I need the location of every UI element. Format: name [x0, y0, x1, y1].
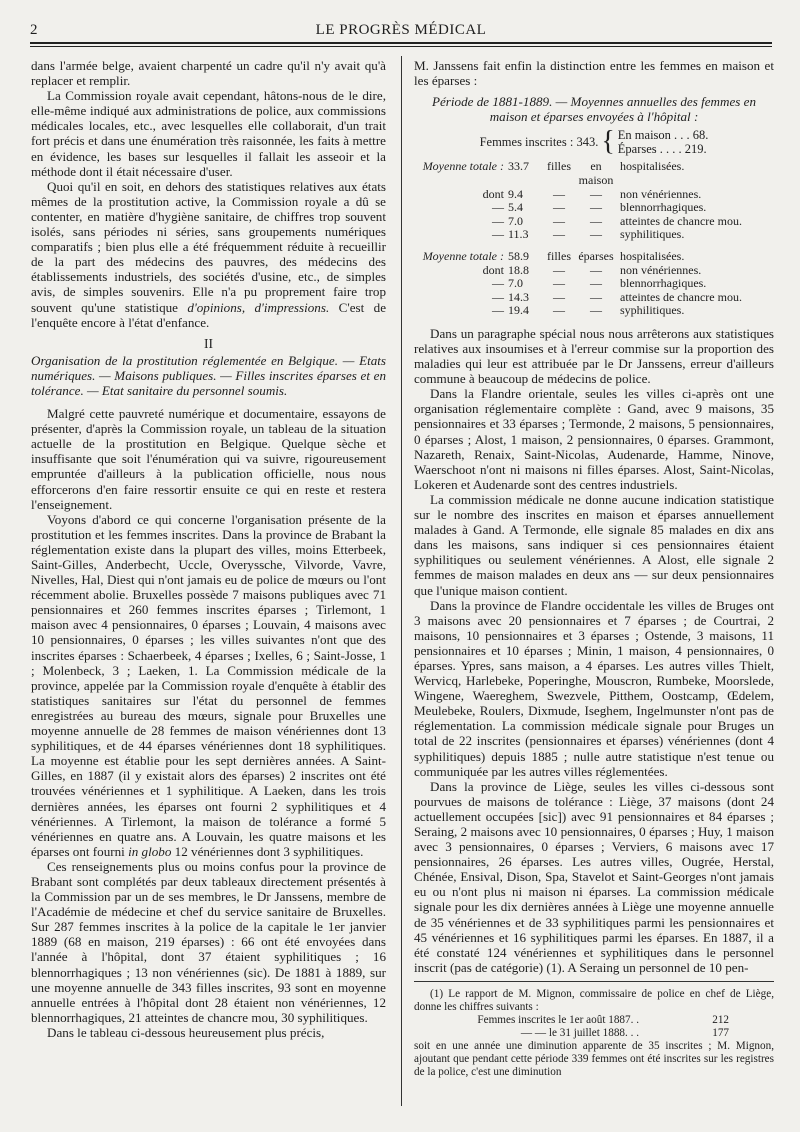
paragraph: Dans la Flandre orientale, seules les villes ci-après ont une organisation réglementaire complète : Gand, avec 9 maisons, 35 pensionnaires et 33 éparses ; Termonde, 2 maisons, 5 pensionnaires, 0 éparses ; Alost, 1 maison, 2 pensionnaires, 0 éparses. Grammont, Nazareth, Renaix, Saint-Nicolas, Audenarde, Hamme, Ninove, Waerschoot n'ont ni maisons ni filles éparses. Alost, Saint-Nicolas, Lokeren et Audenarde sont des centres industriels. [414, 386, 774, 492]
table-row: — 14.3 — — atteintes de chancre mou. [492, 289, 742, 304]
table-row: — 11.3 — — syphilitiques. [492, 227, 685, 242]
table-row: dont 18.8 — — non vénériennes. [482, 262, 702, 277]
paragraph: La Commission royale avait cependant, hâtons-nous de le dire, elle-même indiqué aux administrations de police, aux commissions médicales locales, etc., avec lesquelles elle collaborait, d'un trait fort précis et dans une énumération très raisonnée, les faits à mettre en évidence, les bases sur lesquelles il fallait les asseoir et la méthode dont il était nécessaire d'user. [31, 88, 386, 179]
table-row: Moyenne totale : 33.7 filles en maison hospitalisées. [422, 159, 685, 187]
paragraph: Dans la province de Liège, seules les villes ci-dessous sont pourvues de maisons de tolérance : Liège, 37 maisons (dont 24 actuellement occupées [sic]) avec 91 pensionnaires et 84 éparses ; Seraing, 2 maisons avec 10 pensionnaires, 0 éparses ; Huy, 1 maison avec 3 pensionnaires, 0 éparses ; Verviers, 6 maisons avec 17 pensionnaires, 26 éparses. Les autres villes, Ougrée, Herstal, Chénée, Ensival, Dison, Spa, Stavelot et Saint-Georges n'ont jamais eu ou n'ont plus ni maison ni éparses. La commission médicale signale pour les dix dernières années à Liège une moyenne annuelle de 35 vénériennes et de 33 syphilitiques parmi les pensionnaires et 45 vénériennes et 16 syphilitiques parmi les éparses. En 1887, il a été constaté 124 vénériennes et syphilitiques dans le personnel inscrit (pas de catégorie) (1). A Seraing un personnel de 10 pen- [414, 778, 774, 975]
paragraph: dans l'armée belge, avaient charpenté un cadre qu'il n'y avait qu'à replacer et remplir. [31, 58, 386, 89]
header-rule [30, 42, 772, 44]
table-eparses [414, 250, 774, 318]
paragraph: M. Janssens fait enfin la distinction entre les femmes en maison et les éparses : [414, 58, 774, 89]
left-column [31, 58, 386, 1040]
footnote-rule [414, 981, 774, 982]
paragraph: La commission médicale ne donne aucune indication statistique sur le nombre des inscrites en maison et éparses annuellement malades à Gand. A Termonde, elle signale 85 malades en dix ans dans les maisons, sans indiquer si ces pensionnaires étaient syphilitiques ou seulement vénériennes. A Alost, elle signale 2 femmes de maison malades en deux ans — sur deux pensionnaires que l'unique maison contient. [414, 491, 774, 598]
footnote-row: Femmes inscrites le 1er août 1887. . 212 [477, 1013, 729, 1026]
header-rule-thin [30, 46, 772, 47]
footnote-continuation: soit en une année une diminution apparente de 35 inscrites ; M. Mignon, ajoutant que pendant cette période 339 femmes ont été inscrites sur les registres de la police, c'est une diminution [414, 1039, 774, 1078]
journal-title: LE PROGRÈS MÉDICAL [315, 22, 487, 38]
column-divider [401, 56, 402, 1106]
paragraph: Ces renseignements plus ou moins confus pour la province de Brabant sont complétés par deux tableaux directement présentés à la Commission par un de ses membres, le Dr Janssens, membre de l'Académie de médecine et chef du service sanitaire de Bruxelles. Sur 287 femmes inscrites à la police de la capitale le 1er janvier 1889 (68 en maison, 219 éparses) : 66 ont été envoyées dans l'année à l'hôpital, dont 37 étaient syphilitiques ; 16 blennorrhagiques ; 13 non vénériennes (sic). De 1881 à 1889, sur une moyenne annuelle de 343 filles inscrites, 93 sont en moyenne annuelle entrées à l'hôpital dont 28 étaient non vénériennes, 12 blennorrhagiques, 21 atteintes de chancre mou, 30 syphilitiques. [31, 858, 386, 1025]
section-number: II [204, 335, 213, 351]
footnote: (1) Le rapport de M. Mignon, commissaire de police en chef de Liège, donne les chiffres suivants : [414, 987, 774, 1013]
paragraph: Voyons d'abord ce qui concerne l'organisation présente de la prostitution et les femmes inscrites. Dans la province de Brabant la réglementation existe dans la plupart des villes, moins Etterbeek, Saint-Gilles, Anderbecht, Uccle, Overyssche, Vilvorde, Vavre, Nivelles, Hal, Diest qui n'ont jamais eu de police de mœurs ou l'ont récemment abolie. Bruxelles possède 7 maisons publiques avec 71 pensionnaires et 260 femmes inscrites éparses ; Tirlemont, 1 maison avec 4 pensionnaires, 0 éparses ; Louvain, 4 maisons avec 10 pensionnaires, 0 éparses ; les villes suivantes n'ont que des inscrites éparses : Schaerbeek, 4 éparses ; Ixelles, 6 ; Saint-Josse, 1 ; Molenbeck, 3 ; Laeken, 1. La Commission médicale de la province, appelée par la Commission royale d'enquête à établir des statistiques sanitaires sur l'état du personnel de femmes enregistrées au bureau des mœurs, signale pour Bruxelles une moyenne annuelle de 28 femmes de maison vénériennes dont 13 syphilitiques, et de 44 éparses vénériennes dont 18 syphilitiques. La moyenne est établie pour les sept dernières années. A Saint-Gilles, en 1887 (il y existait alors des éparses) 2 inscrites ont été trouvées vénériennes et 1 syphilitique. A Laeken, dans les trois dernières années, les éparses ont fourni 2 syphilitiques et 4 vénériennes. A Tirlemont, la maison de tolérance a formé 5 vénériennes en quatre ans. A Louvain, les quatre maisons et les éparses ont fourni in globo 12 vénériennes dont 3 syphilitiques. [31, 511, 386, 859]
table-row: — 7.0 — — atteintes de chancre mou. [492, 213, 742, 228]
section-title: Organisation de la prostitution réglementée en Belgique. — Etats numériques. — Maisons publiques. — Filles inscrites éparses et en tolérance. — Etat sanitaire du personnel soumis. [31, 352, 386, 398]
table-maison [414, 160, 774, 242]
table-row: Moyenne totale : 58.9 filles éparses hospitalisées. [422, 248, 685, 263]
page-header [30, 22, 772, 44]
paragraph: Dans la province de Flandre occidentale les villes de Bruges ont 3 maisons avec 20 pensionnaires et 7 éparses ; de Courtrai, 2 maisons, 10 pensionnaires et 3 éparses ; Ostende, 3 maisons, 11 pensionnaires et 10 éparses ; Minin, 1 maison, 4 pensionnaires, 0 éparses. Ypres, sans maison, a 4 éparses. Les autres villes Thielt, Wervicq, Harlebeke, Poperinghe, Mouscron, Rumbeke, Moorslede, Wingene, Waereghem, Swezvele, Pitthem, Oostcamp, Œdelem, Meulebeke, Roulers, Dixmude, Iseghem, Ingelmunster n'ont pas de réglementation. La commission médicale signale pour Bruges un total de 22 inscrites (pensionnaires et éparses) vénériennes (dont 4 syphilitiques) depuis 1885 ; nulle autre statistique n'est tenue ou communiquée par les autres villes réglementées. [414, 597, 774, 779]
table-row: — 7.0 — — blennorrhagiques. [492, 276, 707, 291]
paragraph: Malgré cette pauvreté numérique et documentaire, essayons de présenter, d'après la Commission royale, un tableau de la situation actuelle de la prostitution en Belgique. Quelque sèche et insuffisante que soit l'énumération qui va suivre, rigoureusement empruntée d'ailleurs à la publication officielle, nous nous efforcerons d'en faire ressortir ensuite ce qui en reste et restera l'enseignement. [31, 406, 386, 512]
paragraph: Dans un paragraphe spécial nous nous arrêterons aux statistiques relatives aux insoumises et à l'erreur commise sur la proportion des maladies qui leur est attribuée par le Dr Janssens, erreur d'ailleurs commune à beaucoup de médecins de police. [414, 325, 774, 387]
paragraph: Dans le tableau ci-dessous heureusement plus précis, [47, 1024, 325, 1040]
table-caption: Période de 1881-1889. — Moyennes annuelles des femmes en maison et éparses envoyées à l'hôpital : [432, 94, 756, 125]
table-row: — 5.4 — — blennorrhagiques. [492, 200, 707, 215]
femmes-inscrites-summary: Femmes inscrites : 343. { En maison . . . 68. Éparses . . . . 219. [479, 126, 709, 158]
brace-icon: { [601, 126, 615, 158]
page-number: 2 [30, 22, 38, 38]
table-row: dont 9.4 — — non vénériennes. [482, 186, 702, 201]
right-column [414, 58, 774, 1079]
paragraph: Quoi qu'il en soit, en dehors des statistiques relatives aux états mêmes de la prostitution active, la Commission royale a dû se contenter, en matière d'hygiène sanitaire, de chiffres trop souvent isolés, sans périodes ni séries, sans groupements numériques comparatifs ; bien plus elle a été fréquemment réduite à recueillir de la part des médecins des pauvres, des médecins des établissements industriels, des sociétés d'usine, etc., de simples avis, de simples souvenirs. Elle n'a pu proprement faire trop souvent qu'une statistique d'opinions, d'impressions. C'est de l'enquête encore à l'état d'enfance. [31, 178, 387, 330]
footnote-row: — — le 31 juillet 1888. . . 177 [520, 1026, 729, 1039]
table-row: — 19.4 — — syphilitiques. [492, 303, 685, 318]
